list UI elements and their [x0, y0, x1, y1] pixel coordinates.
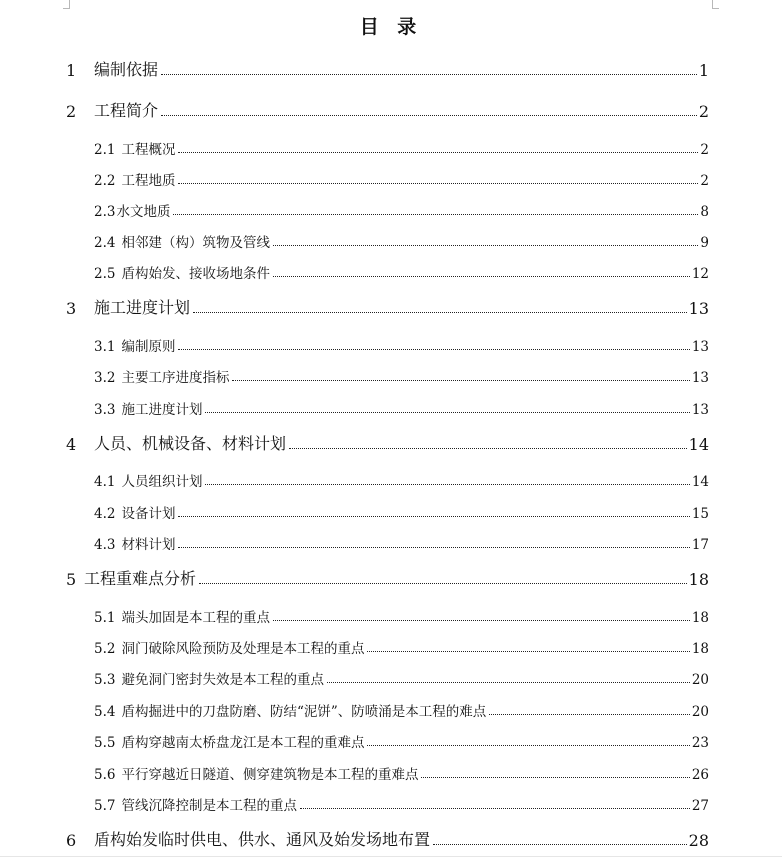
toc-entry-5-3[interactable] — [0, 664, 782, 688]
toc-entry-4[interactable] — [0, 430, 782, 454]
toc-entry-page: 20 — [691, 672, 709, 688]
toc-title: 目 录 — [359, 16, 423, 38]
dot-leader — [178, 546, 689, 548]
toc-entry-3-2[interactable] — [0, 362, 782, 386]
dot-leader — [273, 275, 690, 277]
toc-entry-text: 编制原则 — [121, 339, 176, 355]
toc-entry-text: 水文地质 — [116, 204, 171, 220]
toc-entry-4-1[interactable] — [0, 466, 782, 490]
toc-entry-2-5[interactable] — [0, 258, 782, 282]
dot-leader — [421, 776, 689, 778]
toc-entry-number: 5.6 — [94, 767, 116, 783]
toc-entry-number: 3.2 — [94, 370, 116, 386]
toc-entry-text: 盾构始发临时供电、供水、通风及始发场地布置 — [94, 830, 431, 849]
toc-entry-page: 13 — [691, 402, 709, 418]
toc-entry-number: 3.1 — [94, 339, 116, 355]
toc-entry-number: 2.5 — [94, 266, 116, 282]
toc-entry-page: 2 — [700, 173, 709, 189]
toc-entry-text: 洞门破除风险预防及处理是本工程的重点 — [121, 641, 365, 657]
toc-entry-number: 5.2 — [94, 641, 116, 657]
toc-entry-text: 管线沉降控制是本工程的重点 — [121, 798, 297, 814]
toc-entry-text: 平行穿越近日隧道、侧穿建筑物是本工程的重难点 — [121, 767, 419, 783]
toc-entry-page: 9 — [700, 235, 709, 251]
toc-entry-4-2[interactable] — [0, 498, 782, 522]
toc-entry-5-1[interactable] — [0, 602, 782, 626]
toc-entry-1[interactable] — [0, 56, 782, 80]
dot-leader — [178, 151, 698, 153]
toc-entry-page: 14 — [691, 474, 709, 490]
toc-entry-3-3[interactable] — [0, 394, 782, 418]
toc-entry-text: 施工进度计划 — [121, 402, 203, 418]
toc-entry-number: 1 — [66, 61, 77, 80]
toc-entry-text: 施工进度计划 — [94, 298, 191, 317]
toc-entry-page: 8 — [700, 204, 709, 220]
toc-entry-number: 4.1 — [94, 474, 116, 490]
toc-entry-number: 2.1 — [94, 142, 116, 158]
toc-entry-page: 2 — [698, 102, 709, 121]
page-corner-mark-left — [63, 0, 70, 9]
page-bottom-edge — [0, 856, 782, 857]
toc-entry-page: 13 — [691, 339, 709, 355]
toc-entry-3-1[interactable] — [0, 331, 782, 355]
dot-leader — [433, 843, 687, 845]
dot-leader — [289, 447, 687, 449]
dot-leader — [193, 311, 687, 313]
toc-entry-number: 3 — [66, 299, 77, 318]
toc-entry-page: 18 — [691, 610, 709, 626]
toc-entry-number: 5.7 — [94, 798, 116, 814]
toc-entry-number: 5 — [66, 570, 77, 589]
dot-leader — [178, 182, 698, 184]
toc-entry-page: 28 — [688, 831, 709, 850]
dot-leader — [205, 411, 689, 413]
toc-entry-text: 工程概况 — [121, 142, 176, 158]
toc-entry-text: 主要工序进度指标 — [121, 370, 230, 386]
toc-entry-number: 2.4 — [94, 235, 116, 251]
toc-entry-5[interactable] — [0, 565, 782, 589]
toc-entry-page: 12 — [691, 266, 709, 282]
toc-entry-page: 20 — [691, 704, 709, 720]
toc-entry-3[interactable] — [0, 294, 782, 318]
toc-entry-text: 设备计划 — [121, 506, 176, 522]
toc-entry-2-2[interactable] — [0, 165, 782, 189]
toc-entry-page: 26 — [691, 767, 709, 783]
toc-entry-2-4[interactable] — [0, 227, 782, 251]
dot-leader — [367, 650, 689, 652]
toc-entry-page: 17 — [691, 537, 709, 553]
toc-entry-5-4[interactable] — [0, 696, 782, 720]
toc-entry-number: 5.3 — [94, 672, 116, 688]
dot-leader — [178, 348, 689, 350]
toc-entry-2[interactable] — [0, 97, 782, 121]
toc-entry-text: 端头加固是本工程的重点 — [121, 610, 270, 626]
dot-leader — [199, 582, 687, 584]
toc-entry-page: 18 — [691, 641, 709, 657]
toc-entry-2-1[interactable] — [0, 134, 782, 158]
dot-leader — [489, 713, 690, 715]
toc-entry-4-3[interactable] — [0, 529, 782, 553]
dot-leader — [178, 515, 689, 517]
toc-entry-page: 15 — [691, 506, 709, 522]
toc-entry-number: 2.2 — [94, 173, 116, 189]
dot-leader — [205, 483, 689, 485]
toc-entry-6[interactable] — [0, 826, 782, 850]
toc-entry-text: 编制依据 — [94, 60, 159, 79]
dot-leader — [327, 681, 690, 683]
toc-entry-number: 3.3 — [94, 402, 116, 418]
toc-entry-5-5[interactable] — [0, 727, 782, 751]
toc-entry-page: 1 — [698, 61, 709, 80]
toc-entry-page: 13 — [688, 299, 709, 318]
toc-entry-text: 工程地质 — [121, 173, 176, 189]
toc-entry-page: 27 — [691, 798, 709, 814]
toc-entry-page: 18 — [688, 570, 709, 589]
toc-entry-number: 4.2 — [94, 506, 116, 522]
toc-entry-number: 5.4 — [94, 704, 116, 720]
dot-leader — [273, 244, 698, 246]
toc-entry-text: 工程简介 — [94, 101, 159, 120]
toc-entry-text: 盾构穿越南太桥盘龙江是本工程的重难点 — [121, 735, 365, 751]
toc-entry-page: 2 — [700, 142, 709, 158]
toc-entry-number: 2 — [66, 102, 77, 121]
toc-entry-number: 2.3 — [94, 204, 116, 220]
toc-entry-text: 材料计划 — [121, 537, 176, 553]
toc-entry-text: 盾构掘进中的刀盘防磨、防结“泥饼”、防喷涌是本工程的难点 — [121, 704, 487, 720]
toc-entry-page: 23 — [691, 735, 709, 751]
toc-entry-number: 6 — [66, 831, 77, 850]
toc-entry-page: 13 — [691, 370, 709, 386]
toc-entry-number: 5.1 — [94, 610, 116, 626]
toc-entry-text: 人员组织计划 — [121, 474, 203, 490]
toc-entry-text: 相邻建（构）筑物及管线 — [121, 235, 270, 251]
toc-entry-text: 人员、机械设备、材料计划 — [94, 434, 287, 453]
dot-leader — [300, 807, 690, 809]
toc-entry-text: 盾构始发、接收场地条件 — [121, 266, 270, 282]
page-corner-mark-right — [712, 0, 719, 9]
toc-entry-5-2[interactable] — [0, 633, 782, 657]
toc-entry-5-7[interactable] — [0, 790, 782, 814]
dot-leader — [232, 379, 689, 381]
toc-entry-page: 14 — [688, 435, 709, 454]
toc-entry-2-3[interactable] — [0, 196, 782, 220]
dot-leader — [161, 73, 697, 75]
dot-leader — [161, 114, 697, 116]
toc-entry-5-6[interactable] — [0, 759, 782, 783]
toc-entry-number: 4 — [66, 435, 77, 454]
dot-leader — [273, 619, 690, 621]
toc-entry-text: 避免洞门密封失效是本工程的重点 — [121, 672, 324, 688]
dot-leader — [367, 744, 689, 746]
toc-entry-text: 工程重难点分析 — [84, 569, 197, 588]
toc-entry-number: 5.5 — [94, 735, 116, 751]
toc-entry-number: 4.3 — [94, 537, 116, 553]
dot-leader — [173, 213, 698, 215]
